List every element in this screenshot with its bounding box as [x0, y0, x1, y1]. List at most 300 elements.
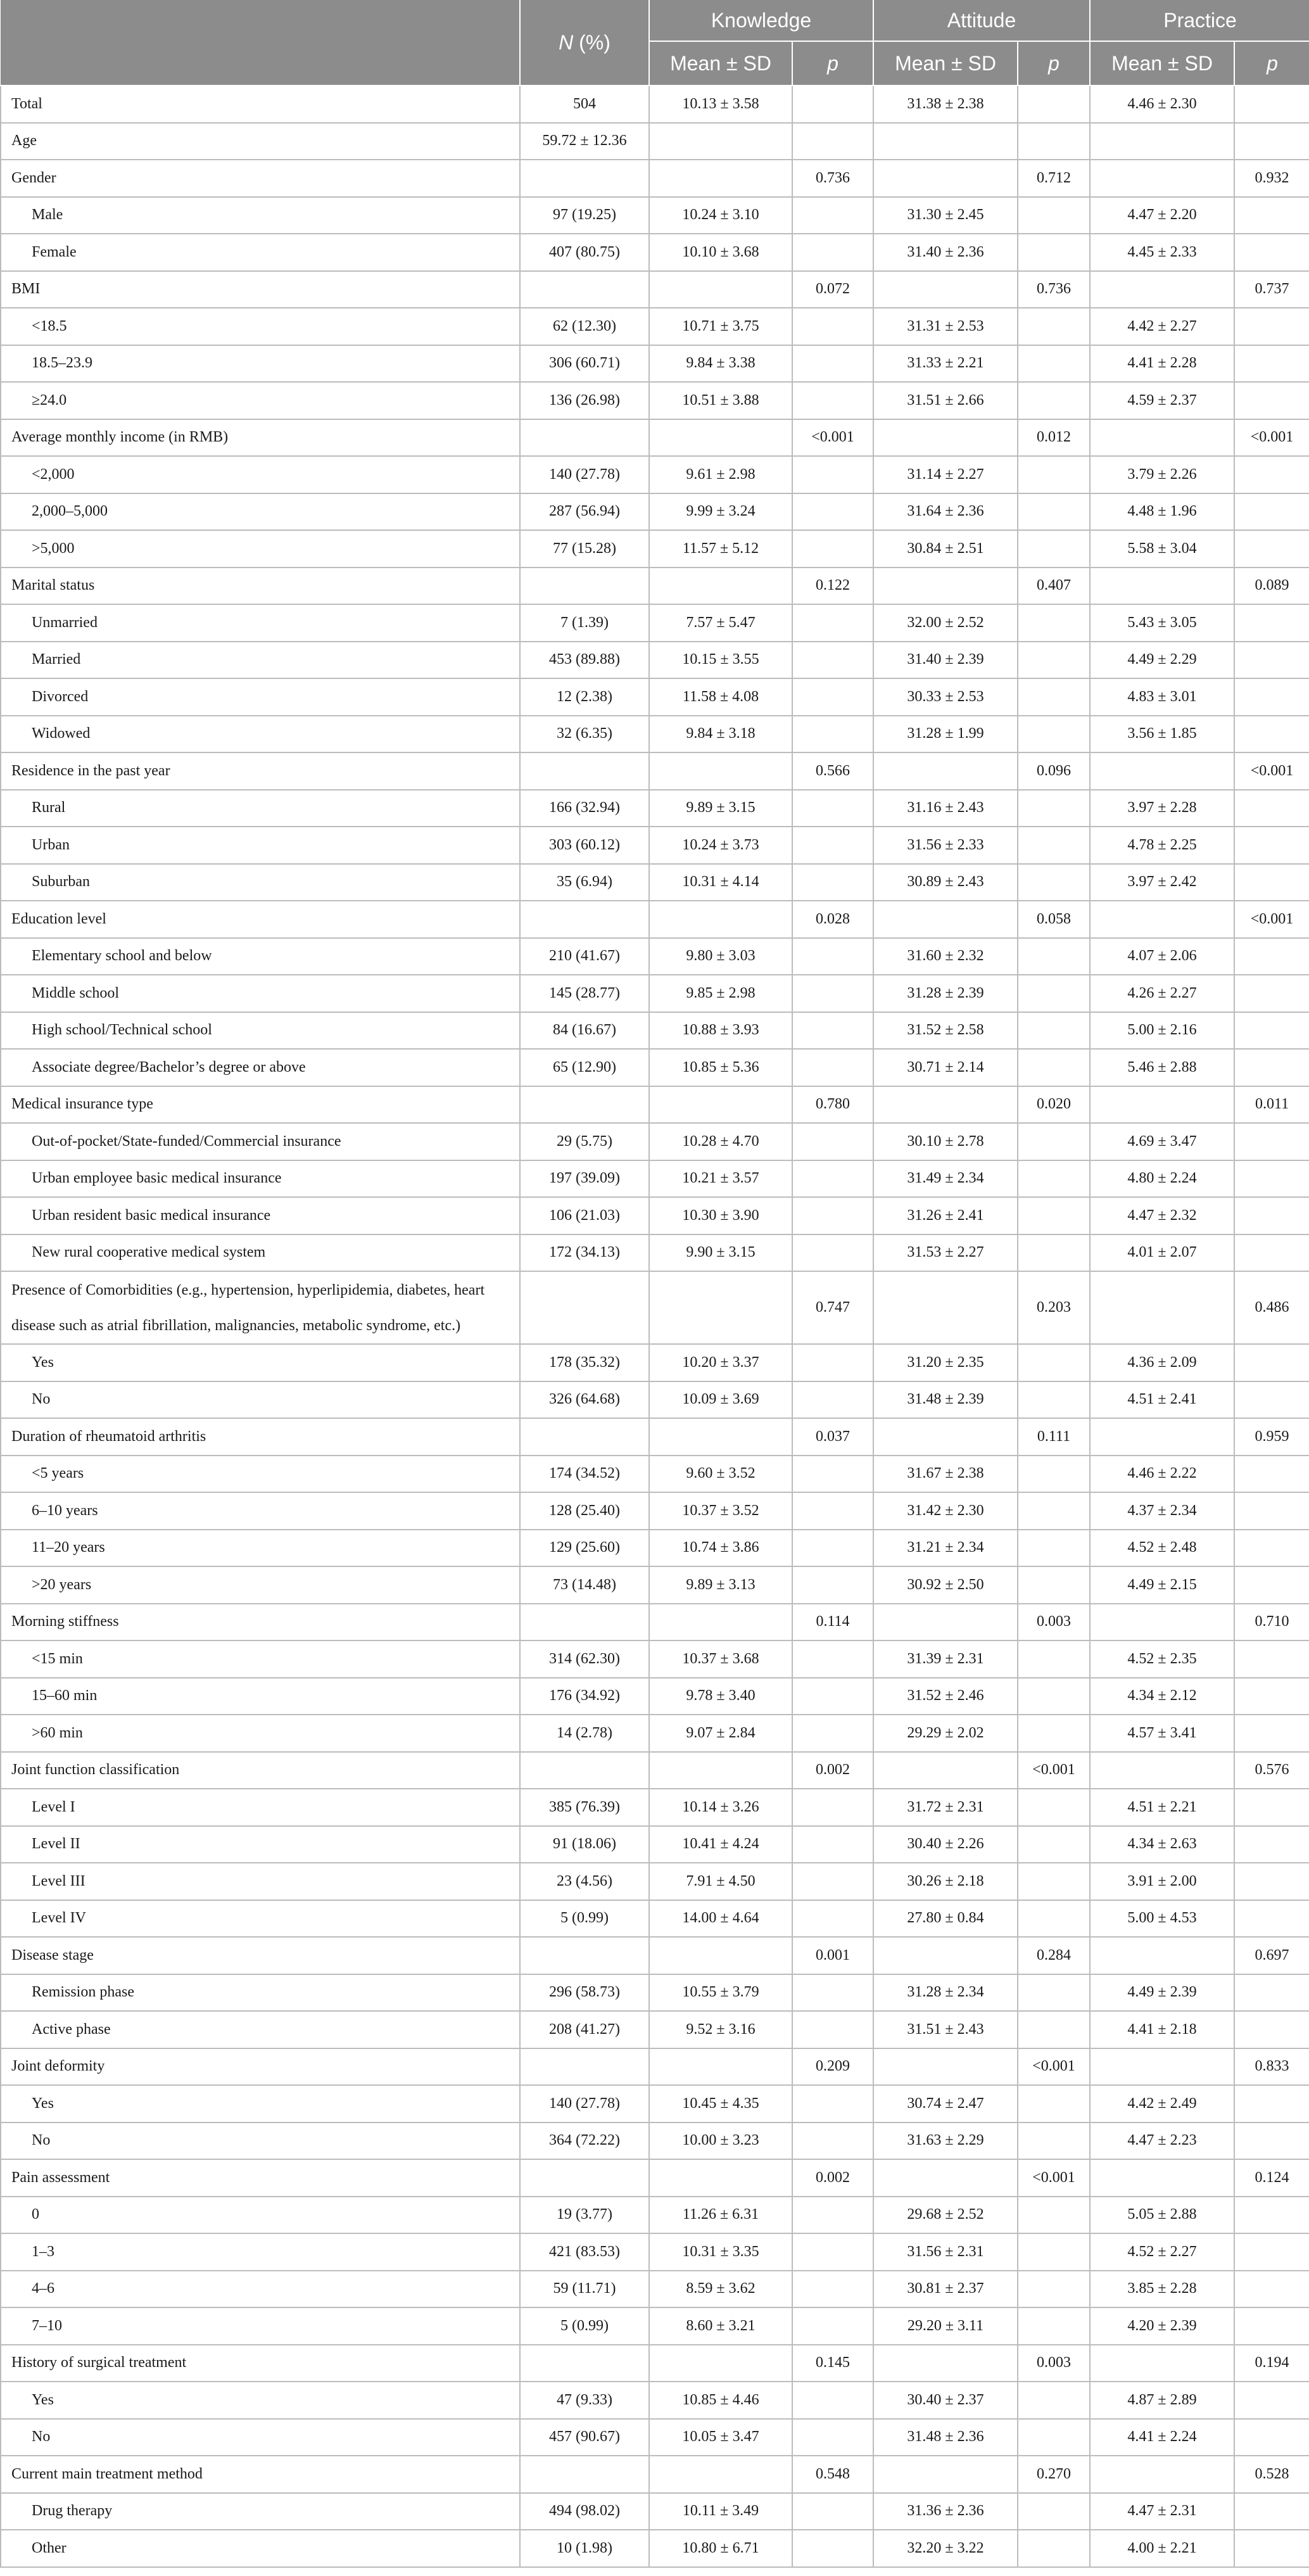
attitude-mean-sd-cell: 30.74 ± 2.47 — [873, 2085, 1018, 2122]
practice-p-cell: 0.710 — [1234, 1604, 1309, 1641]
row-label: Joint deformity — [1, 2048, 520, 2086]
knowledge-p-cell — [792, 2011, 873, 2048]
knowledge-mean-sd-cell — [649, 419, 792, 457]
knowledge-mean-sd-cell: 10.24 ± 3.73 — [649, 827, 792, 864]
attitude-p-cell — [1018, 2530, 1090, 2567]
row-label: Urban resident basic medical insurance — [1, 1197, 520, 1234]
practice-p-cell — [1234, 2493, 1309, 2530]
attitude-mean-sd-cell — [873, 2456, 1018, 2493]
practice-p-cell — [1234, 382, 1309, 419]
practice-p-cell — [1234, 1789, 1309, 1826]
header-knowledge: Knowledge — [649, 0, 873, 41]
practice-p-cell: 0.089 — [1234, 568, 1309, 605]
n-pct-cell — [520, 2048, 649, 2086]
knowledge-mean-sd-cell: 9.84 ± 3.18 — [649, 716, 792, 753]
attitude-mean-sd-cell: 31.60 ± 2.32 — [873, 938, 1018, 975]
practice-mean-sd-cell: 4.26 ± 2.27 — [1090, 975, 1234, 1012]
n-pct-cell: 106 (21.03) — [520, 1197, 649, 1234]
knowledge-p-cell: 0.548 — [792, 2456, 873, 2493]
practice-mean-sd-cell: 5.58 ± 3.04 — [1090, 530, 1234, 568]
table-row — [1, 271, 1309, 308]
table-row — [1, 1752, 1309, 1789]
attitude-mean-sd-cell: 30.92 ± 2.50 — [873, 1566, 1018, 1604]
attitude-p-cell: 0.736 — [1018, 271, 1090, 308]
knowledge-mean-sd-cell: 9.85 ± 2.98 — [649, 975, 792, 1012]
knowledge-mean-sd-cell: 7.91 ± 4.50 — [649, 1863, 792, 1900]
attitude-p-cell: 0.012 — [1018, 419, 1090, 457]
row-label: No — [1, 1381, 520, 1419]
practice-mean-sd-cell — [1090, 2159, 1234, 2197]
table-row — [1, 568, 1309, 605]
attitude-mean-sd-cell: 31.42 ± 2.30 — [873, 1492, 1018, 1530]
practice-mean-sd-cell: 5.00 ± 4.53 — [1090, 1900, 1234, 1938]
knowledge-p-cell — [792, 1381, 873, 1419]
knowledge-p-cell — [792, 2493, 873, 2530]
attitude-mean-sd-cell — [873, 1604, 1018, 1641]
knowledge-p-cell — [792, 1492, 873, 1530]
knowledge-p-cell: 0.002 — [792, 1752, 873, 1789]
n-pct-cell: 145 (28.77) — [520, 975, 649, 1012]
knowledge-p-cell — [792, 234, 873, 271]
practice-p-cell: 0.124 — [1234, 2159, 1309, 2197]
attitude-mean-sd-cell: 29.68 ± 2.52 — [873, 2197, 1018, 2234]
row-label: Unmarried — [1, 604, 520, 642]
n-pct-cell: 176 (34.92) — [520, 1678, 649, 1715]
practice-p-cell — [1234, 1197, 1309, 1234]
n-pct-cell: 84 (16.67) — [520, 1012, 649, 1050]
knowledge-mean-sd-cell: 7.57 ± 5.47 — [649, 604, 792, 642]
attitude-p-cell — [1018, 1715, 1090, 1752]
knowledge-mean-sd-cell: 10.09 ± 3.69 — [649, 1381, 792, 1419]
knowledge-mean-sd-cell: 10.71 ± 3.75 — [649, 308, 792, 345]
attitude-p-cell — [1018, 1640, 1090, 1678]
knowledge-p-cell — [792, 2085, 873, 2122]
table-row — [1, 790, 1309, 827]
attitude-p-cell — [1018, 1012, 1090, 1050]
practice-mean-sd-cell: 5.43 ± 3.05 — [1090, 604, 1234, 642]
attitude-p-cell — [1018, 938, 1090, 975]
practice-p-cell — [1234, 1344, 1309, 1381]
table-row — [1, 2419, 1309, 2456]
n-pct-cell: 59 (11.71) — [520, 2271, 649, 2308]
practice-p-cell: 0.011 — [1234, 1086, 1309, 1124]
practice-p-cell — [1234, 1123, 1309, 1160]
practice-mean-sd-cell: 4.52 ± 2.35 — [1090, 1640, 1234, 1678]
practice-p-cell — [1234, 2233, 1309, 2271]
attitude-mean-sd-cell: 31.48 ± 2.36 — [873, 2419, 1018, 2456]
table-row — [1, 938, 1309, 975]
practice-p-cell — [1234, 2122, 1309, 2160]
knowledge-p-cell — [792, 197, 873, 234]
practice-p-cell — [1234, 2307, 1309, 2345]
attitude-p-cell — [1018, 1456, 1090, 1493]
knowledge-p-cell — [792, 1974, 873, 2012]
table-row — [1, 2011, 1309, 2048]
knowledge-mean-sd-cell — [649, 1271, 792, 1344]
row-label: >5,000 — [1, 530, 520, 568]
practice-mean-sd-cell — [1090, 419, 1234, 457]
knowledge-mean-sd-cell — [649, 1604, 792, 1641]
practice-p-cell — [1234, 1234, 1309, 1272]
knowledge-p-cell: 0.780 — [792, 1086, 873, 1124]
knowledge-p-cell — [792, 1456, 873, 1493]
practice-p-cell — [1234, 1826, 1309, 1863]
table-row — [1, 1900, 1309, 1938]
table-row — [1, 2307, 1309, 2345]
attitude-p-cell: <0.001 — [1018, 2048, 1090, 2086]
table-row — [1, 1418, 1309, 1456]
row-label: Middle school — [1, 975, 520, 1012]
attitude-p-cell: 0.111 — [1018, 1418, 1090, 1456]
practice-mean-sd-cell — [1090, 160, 1234, 197]
knowledge-p-cell — [792, 642, 873, 679]
practice-p-cell — [1234, 2530, 1309, 2567]
practice-mean-sd-cell: 4.83 ± 3.01 — [1090, 678, 1234, 716]
practice-mean-sd-cell: 5.00 ± 2.16 — [1090, 1012, 1234, 1050]
practice-mean-sd-cell: 4.80 ± 2.24 — [1090, 1160, 1234, 1198]
n-pct-cell — [520, 1271, 649, 1344]
practice-p-cell — [1234, 1566, 1309, 1604]
practice-mean-sd-cell — [1090, 1418, 1234, 1456]
knowledge-mean-sd-cell — [649, 1418, 792, 1456]
table-row — [1, 1086, 1309, 1124]
table-row — [1, 493, 1309, 531]
practice-mean-sd-cell: 4.78 ± 2.25 — [1090, 827, 1234, 864]
attitude-p-cell — [1018, 1974, 1090, 2012]
practice-mean-sd-cell: 4.01 ± 2.07 — [1090, 1234, 1234, 1272]
knowledge-p-cell — [792, 2271, 873, 2308]
n-pct-cell: 65 (12.90) — [520, 1049, 649, 1086]
n-pct-cell: 12 (2.38) — [520, 678, 649, 716]
n-pct-cell: 385 (76.39) — [520, 1789, 649, 1826]
table-row — [1, 2233, 1309, 2271]
knowledge-p-cell: 0.566 — [792, 752, 873, 790]
row-label: Gender — [1, 160, 520, 197]
attitude-p-cell — [1018, 2271, 1090, 2308]
knowledge-mean-sd-cell: 9.84 ± 3.38 — [649, 345, 792, 383]
n-pct-cell — [520, 901, 649, 938]
knowledge-p-cell — [792, 2530, 873, 2567]
knowledge-p-cell — [792, 678, 873, 716]
n-pct-cell: 453 (89.88) — [520, 642, 649, 679]
practice-p-cell — [1234, 1456, 1309, 1493]
n-pct-cell: 77 (15.28) — [520, 530, 649, 568]
table-row — [1, 716, 1309, 753]
knowledge-p-cell — [792, 382, 873, 419]
attitude-mean-sd-cell: 31.40 ± 2.39 — [873, 642, 1018, 679]
attitude-p-cell: 0.270 — [1018, 2456, 1090, 2493]
n-pct-cell — [520, 752, 649, 790]
header-row-groups — [1, 0, 1309, 41]
practice-p-cell: 0.737 — [1234, 271, 1309, 308]
table-row — [1, 1049, 1309, 1086]
practice-p-cell — [1234, 678, 1309, 716]
attitude-mean-sd-cell: 31.56 ± 2.33 — [873, 827, 1018, 864]
header-practice-p: p — [1234, 41, 1309, 86]
practice-mean-sd-cell: 3.91 ± 2.00 — [1090, 1863, 1234, 1900]
knowledge-p-cell — [792, 123, 873, 160]
practice-mean-sd-cell: 4.36 ± 2.09 — [1090, 1344, 1234, 1381]
practice-p-cell — [1234, 642, 1309, 679]
practice-p-cell — [1234, 790, 1309, 827]
practice-p-cell — [1234, 1863, 1309, 1900]
attitude-mean-sd-cell: 29.20 ± 3.11 — [873, 2307, 1018, 2345]
n-pct-cell: 32 (6.35) — [520, 716, 649, 753]
n-pct-cell: 296 (58.73) — [520, 1974, 649, 2012]
practice-mean-sd-cell: 4.41 ± 2.28 — [1090, 345, 1234, 383]
n-pct-cell: 23 (4.56) — [520, 1863, 649, 1900]
practice-p-cell: 0.697 — [1234, 1937, 1309, 1974]
table-row — [1, 1234, 1309, 1272]
row-label: Remission phase — [1, 1974, 520, 2012]
row-label: Associate degree/Bachelor’s degree or above — [1, 1049, 520, 1086]
table-row — [1, 1715, 1309, 1752]
practice-p-cell — [1234, 1381, 1309, 1419]
knowledge-p-cell: <0.001 — [792, 419, 873, 457]
n-pct-cell: 73 (14.48) — [520, 1566, 649, 1604]
n-pct-cell: 197 (39.09) — [520, 1160, 649, 1198]
attitude-mean-sd-cell — [873, 901, 1018, 938]
knowledge-mean-sd-cell: 9.61 ± 2.98 — [649, 456, 792, 493]
attitude-mean-sd-cell — [873, 2345, 1018, 2382]
row-label: Male — [1, 197, 520, 234]
row-label: Morning stiffness — [1, 1604, 520, 1641]
attitude-p-cell: 0.284 — [1018, 1937, 1090, 1974]
practice-p-cell — [1234, 86, 1309, 123]
row-label: <5 years — [1, 1456, 520, 1493]
attitude-mean-sd-cell: 31.28 ± 2.39 — [873, 975, 1018, 1012]
n-pct-cell: 407 (80.75) — [520, 234, 649, 271]
knowledge-mean-sd-cell: 9.52 ± 3.16 — [649, 2011, 792, 2048]
attitude-mean-sd-cell — [873, 1086, 1018, 1124]
practice-p-cell — [1234, 1049, 1309, 1086]
knowledge-mean-sd-cell: 11.26 ± 6.31 — [649, 2197, 792, 2234]
practice-p-cell: 0.959 — [1234, 1418, 1309, 1456]
knowledge-mean-sd-cell: 10.55 ± 3.79 — [649, 1974, 792, 2012]
practice-p-cell — [1234, 2382, 1309, 2419]
table-row — [1, 123, 1309, 160]
attitude-mean-sd-cell: 30.89 ± 2.43 — [873, 864, 1018, 901]
n-pct-cell: 35 (6.94) — [520, 864, 649, 901]
practice-p-cell: 0.932 — [1234, 160, 1309, 197]
n-pct-cell: 19 (3.77) — [520, 2197, 649, 2234]
row-label: Average monthly income (in RMB) — [1, 419, 520, 457]
practice-p-cell — [1234, 2419, 1309, 2456]
row-label: 18.5–23.9 — [1, 345, 520, 383]
attitude-mean-sd-cell: 30.26 ± 2.18 — [873, 1863, 1018, 1900]
knowledge-mean-sd-cell: 10.11 ± 3.49 — [649, 2493, 792, 2530]
n-pct-cell — [520, 271, 649, 308]
practice-mean-sd-cell: 4.52 ± 2.48 — [1090, 1530, 1234, 1567]
row-label: Education level — [1, 901, 520, 938]
table-row — [1, 2048, 1309, 2086]
practice-mean-sd-cell: 4.34 ± 2.12 — [1090, 1678, 1234, 1715]
n-pct-cell: 178 (35.32) — [520, 1344, 649, 1381]
header-practice: Practice — [1090, 0, 1309, 41]
knowledge-mean-sd-cell: 10.80 ± 6.71 — [649, 2530, 792, 2567]
table-row — [1, 1197, 1309, 1234]
n-pct-cell: 172 (34.13) — [520, 1234, 649, 1272]
n-pct-cell — [520, 568, 649, 605]
n-pct-cell — [520, 1604, 649, 1641]
row-label: Widowed — [1, 716, 520, 753]
knowledge-mean-sd-cell — [649, 1086, 792, 1124]
table-row — [1, 2530, 1309, 2567]
row-label: Joint function classification — [1, 1752, 520, 1789]
table-row — [1, 1012, 1309, 1050]
n-pct-cell — [520, 1752, 649, 1789]
knowledge-p-cell — [792, 716, 873, 753]
attitude-mean-sd-cell: 31.67 ± 2.38 — [873, 1456, 1018, 1493]
knowledge-p-cell — [792, 2419, 873, 2456]
attitude-p-cell — [1018, 1530, 1090, 1567]
knowledge-mean-sd-cell — [649, 123, 792, 160]
knowledge-p-cell — [792, 308, 873, 345]
practice-p-cell — [1234, 604, 1309, 642]
knowledge-p-cell: 0.209 — [792, 2048, 873, 2086]
knowledge-p-cell — [792, 975, 873, 1012]
knowledge-mean-sd-cell: 9.90 ± 3.15 — [649, 1234, 792, 1272]
attitude-p-cell — [1018, 604, 1090, 642]
n-pct-cell: 457 (90.67) — [520, 2419, 649, 2456]
attitude-p-cell — [1018, 1234, 1090, 1272]
attitude-p-cell — [1018, 86, 1090, 123]
header-n-pct — [520, 0, 649, 86]
n-pct-cell: 97 (19.25) — [520, 197, 649, 234]
table-row — [1, 2159, 1309, 2197]
practice-p-cell — [1234, 975, 1309, 1012]
knowledge-p-cell — [792, 2233, 873, 2271]
knowledge-mean-sd-cell: 8.60 ± 3.21 — [649, 2307, 792, 2345]
table-row — [1, 1937, 1309, 1974]
table-row — [1, 1456, 1309, 1493]
practice-p-cell: <0.001 — [1234, 752, 1309, 790]
table-row — [1, 2382, 1309, 2419]
knowledge-mean-sd-cell: 11.57 ± 5.12 — [649, 530, 792, 568]
table-row — [1, 752, 1309, 790]
attitude-mean-sd-cell: 30.81 ± 2.37 — [873, 2271, 1018, 2308]
table-row — [1, 2271, 1309, 2308]
header-practice-mean-sd: Mean ± SD — [1090, 41, 1234, 86]
row-label: 1–3 — [1, 2233, 520, 2271]
row-label: Total — [1, 86, 520, 123]
n-pct-cell: 364 (72.22) — [520, 2122, 649, 2160]
attitude-p-cell — [1018, 123, 1090, 160]
practice-p-cell — [1234, 1492, 1309, 1530]
practice-mean-sd-cell — [1090, 2345, 1234, 2382]
table-row — [1, 2345, 1309, 2382]
practice-mean-sd-cell — [1090, 271, 1234, 308]
n-pct-cell: 504 — [520, 86, 649, 123]
practice-mean-sd-cell: 4.20 ± 2.39 — [1090, 2307, 1234, 2345]
row-label: <2,000 — [1, 456, 520, 493]
attitude-p-cell — [1018, 2122, 1090, 2160]
row-label: Level III — [1, 1863, 520, 1900]
table-row — [1, 1640, 1309, 1678]
table-row — [1, 2493, 1309, 2530]
knowledge-p-cell — [792, 345, 873, 383]
table-row — [1, 1530, 1309, 1567]
n-pct-cell: 421 (83.53) — [520, 2233, 649, 2271]
attitude-mean-sd-cell: 30.84 ± 2.51 — [873, 530, 1018, 568]
attitude-p-cell — [1018, 456, 1090, 493]
practice-p-cell — [1234, 493, 1309, 531]
table-row — [1, 604, 1309, 642]
attitude-mean-sd-cell: 31.31 ± 2.53 — [873, 308, 1018, 345]
attitude-mean-sd-cell: 30.33 ± 2.53 — [873, 678, 1018, 716]
table-row — [1, 1566, 1309, 1604]
row-label: Married — [1, 642, 520, 679]
practice-p-cell — [1234, 1160, 1309, 1198]
attitude-mean-sd-cell: 31.16 ± 2.43 — [873, 790, 1018, 827]
row-label: <15 min — [1, 1640, 520, 1678]
attitude-p-cell — [1018, 2197, 1090, 2234]
knowledge-p-cell: 0.736 — [792, 160, 873, 197]
practice-mean-sd-cell: 4.34 ± 2.63 — [1090, 1826, 1234, 1863]
row-label: Urban employee basic medical insurance — [1, 1160, 520, 1198]
knowledge-mean-sd-cell: 10.15 ± 3.55 — [649, 642, 792, 679]
row-label: New rural cooperative medical system — [1, 1234, 520, 1272]
n-pct-cell: 136 (26.98) — [520, 382, 649, 419]
practice-mean-sd-cell — [1090, 568, 1234, 605]
n-pct-cell: 306 (60.71) — [520, 345, 649, 383]
row-label: Elementary school and below — [1, 938, 520, 975]
practice-mean-sd-cell: 5.05 ± 2.88 — [1090, 2197, 1234, 2234]
attitude-mean-sd-cell: 31.49 ± 2.34 — [873, 1160, 1018, 1198]
practice-mean-sd-cell: 4.48 ± 1.96 — [1090, 493, 1234, 531]
practice-p-cell: 0.194 — [1234, 2345, 1309, 2382]
row-label: Yes — [1, 1344, 520, 1381]
row-label: Yes — [1, 2085, 520, 2122]
attitude-mean-sd-cell: 31.64 ± 2.36 — [873, 493, 1018, 531]
attitude-mean-sd-cell: 30.40 ± 2.37 — [873, 2382, 1018, 2419]
knowledge-mean-sd-cell: 10.88 ± 3.93 — [649, 1012, 792, 1050]
practice-mean-sd-cell: 4.42 ± 2.27 — [1090, 308, 1234, 345]
attitude-p-cell: 0.003 — [1018, 2345, 1090, 2382]
attitude-p-cell — [1018, 1381, 1090, 1419]
attitude-mean-sd-cell — [873, 419, 1018, 457]
n-pct-cell: 7 (1.39) — [520, 604, 649, 642]
practice-p-cell — [1234, 2197, 1309, 2234]
knowledge-p-cell: 0.037 — [792, 1418, 873, 1456]
attitude-p-cell — [1018, 234, 1090, 271]
attitude-p-cell — [1018, 716, 1090, 753]
row-label: Level IV — [1, 1900, 520, 1938]
row-label: Rural — [1, 790, 520, 827]
table-row — [1, 1271, 1309, 1344]
knowledge-mean-sd-cell: 8.59 ± 3.62 — [649, 2271, 792, 2308]
practice-mean-sd-cell: 4.49 ± 2.29 — [1090, 642, 1234, 679]
row-label: 6–10 years — [1, 1492, 520, 1530]
row-label: Drug therapy — [1, 2493, 520, 2530]
practice-mean-sd-cell: 3.85 ± 2.28 — [1090, 2271, 1234, 2308]
knowledge-mean-sd-cell: 10.45 ± 4.35 — [649, 2085, 792, 2122]
table-row — [1, 1789, 1309, 1826]
n-pct-cell: 210 (41.67) — [520, 938, 649, 975]
practice-mean-sd-cell: 3.79 ± 2.26 — [1090, 456, 1234, 493]
row-label: Disease stage — [1, 1937, 520, 1974]
row-label: Active phase — [1, 2011, 520, 2048]
attitude-p-cell — [1018, 382, 1090, 419]
attitude-p-cell — [1018, 1826, 1090, 1863]
row-label: High school/Technical school — [1, 1012, 520, 1050]
practice-p-cell — [1234, 2085, 1309, 2122]
attitude-p-cell: 0.407 — [1018, 568, 1090, 605]
attitude-mean-sd-cell: 31.21 ± 2.34 — [873, 1530, 1018, 1567]
row-label: 2,000–5,000 — [1, 493, 520, 531]
row-label: 7–10 — [1, 2307, 520, 2345]
n-pct-cell — [520, 160, 649, 197]
